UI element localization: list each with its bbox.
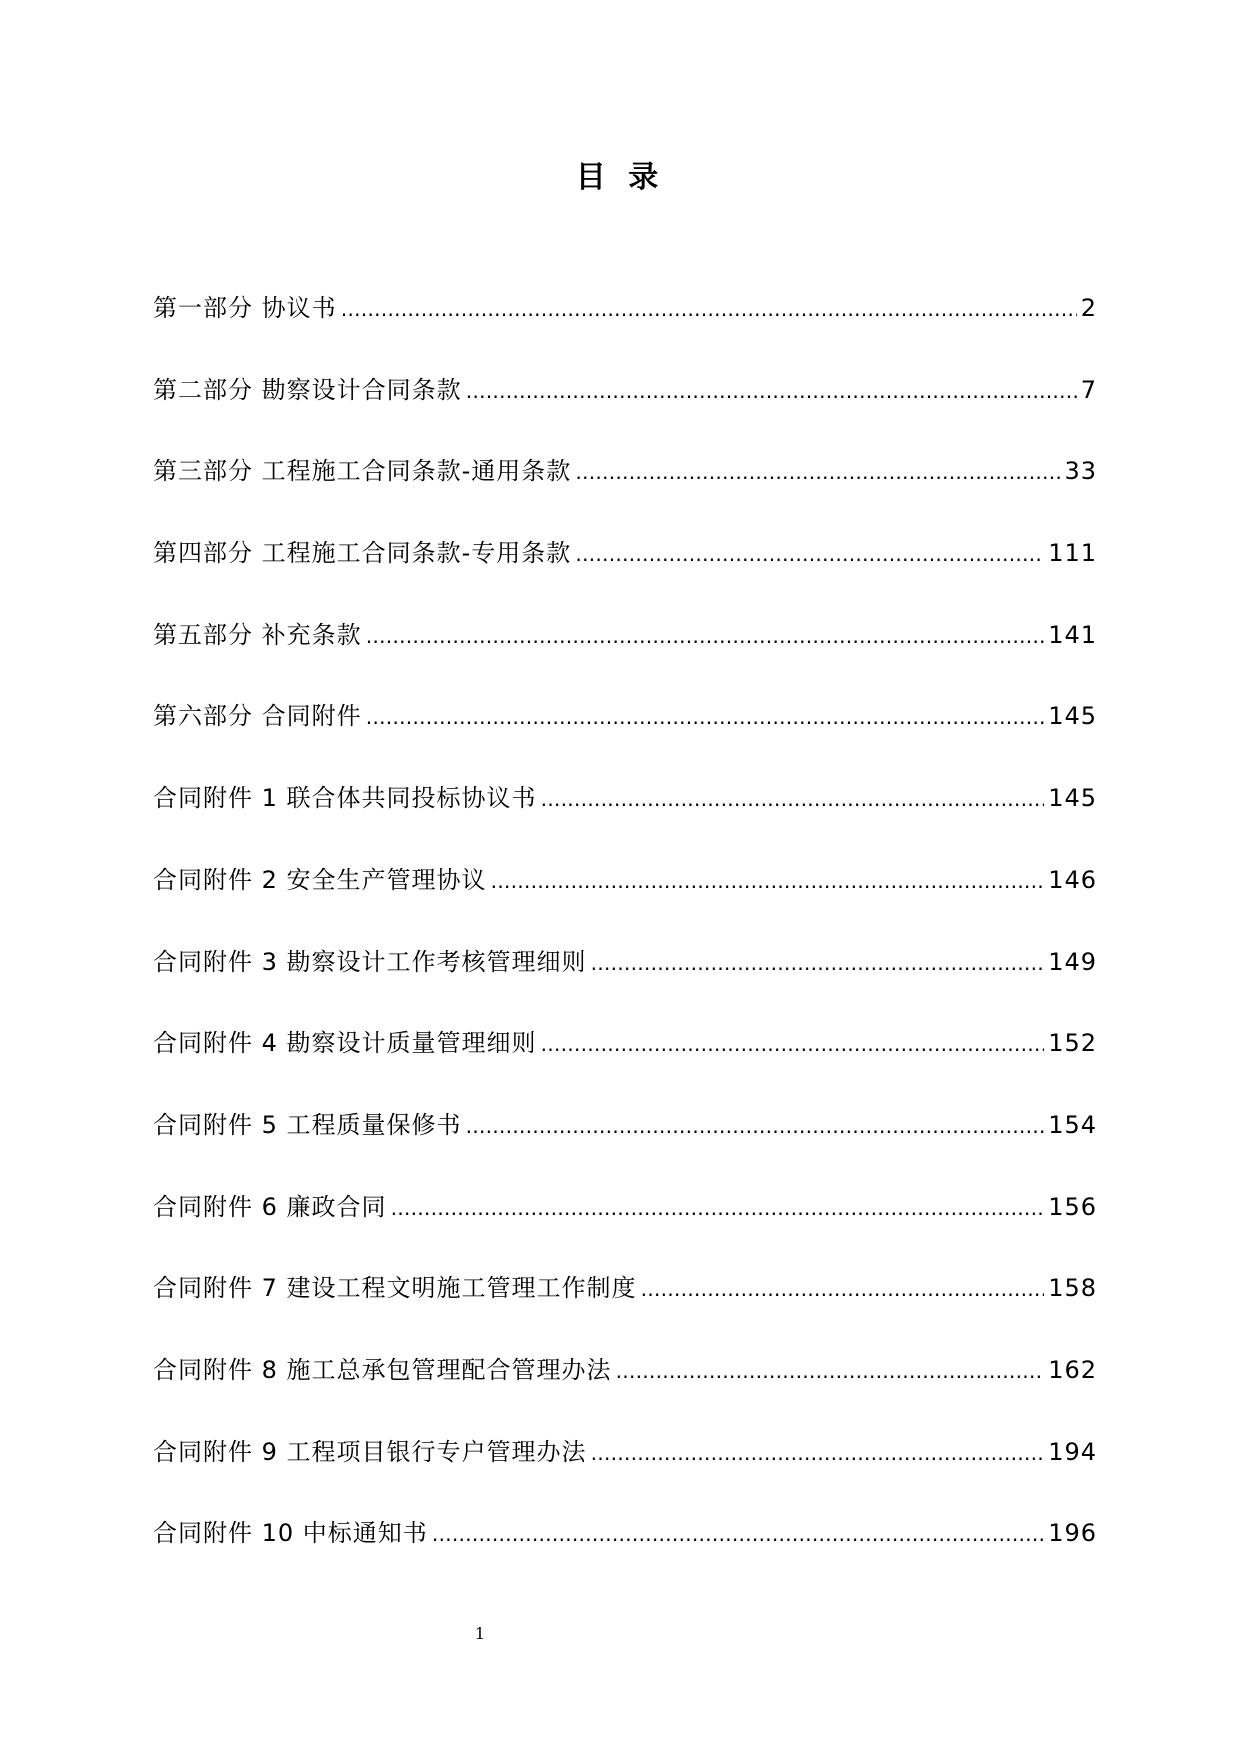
toc-entry-title: 第五部分 补充条款 <box>153 620 362 649</box>
toc-dot-leader <box>641 1269 1045 1309</box>
toc-entry[interactable] <box>153 615 1097 697</box>
toc-entry-page: 162 <box>1048 1355 1097 1384</box>
toc-entry-page: 156 <box>1048 1192 1097 1221</box>
toc-dot-leader <box>341 289 1077 329</box>
toc-entry-page: 158 <box>1048 1274 1097 1303</box>
toc-entry[interactable] <box>153 942 1097 1024</box>
toc-dot-leader <box>591 1433 1045 1473</box>
toc-entry-title: 第一部分 协议书 <box>153 294 337 322</box>
toc-entry-title: 合同附件 10 中标通知书 <box>153 1519 428 1548</box>
toc-entry-title: 合同附件 4 勘察设计质量管理细则 <box>153 1029 537 1058</box>
toc-entry-title: 第二部分 勘察设计合同条款 <box>153 375 462 404</box>
toc-entry-page: 2 <box>1080 294 1097 322</box>
toc-dot-leader <box>541 1024 1045 1064</box>
toc-entry-title: 合同附件 3 勘察设计工作考核管理细则 <box>153 947 587 976</box>
page-number: 1 <box>474 1624 486 1643</box>
toc-entry-title: 合同附件 5 工程质量保修书 <box>153 1110 462 1139</box>
toc-entry-page: 146 <box>1048 865 1097 894</box>
toc-entry-page: 145 <box>1048 784 1097 813</box>
toc-entry-page: 196 <box>1048 1519 1097 1548</box>
toc-dot-leader <box>466 1106 1045 1146</box>
toc-entry-page: 194 <box>1048 1437 1097 1466</box>
toc-entry[interactable] <box>153 533 1097 615</box>
toc-entry[interactable] <box>153 860 1097 942</box>
toc-entry[interactable] <box>153 370 1097 452</box>
toc-entry-title: 合同附件 6 廉政合同 <box>153 1192 387 1221</box>
toc-entry-title: 合同附件 7 建设工程文明施工管理工作制度 <box>153 1274 637 1303</box>
toc-dot-leader <box>391 1188 1045 1228</box>
toc-entry[interactable] <box>153 451 1097 533</box>
toc-entry-page: 145 <box>1048 702 1097 731</box>
toc-dot-leader <box>366 616 1045 656</box>
toc-entry-page: 111 <box>1048 539 1097 568</box>
page-title: 目 录 <box>575 160 665 195</box>
toc-entry-title: 第六部分 合同附件 <box>153 702 362 731</box>
toc-entry-title: 合同附件 2 安全生产管理协议 <box>153 865 487 894</box>
toc-dot-leader <box>466 371 1077 411</box>
toc-entry[interactable] <box>153 1268 1097 1350</box>
toc-entry[interactable] <box>153 1513 1097 1595</box>
toc-entry[interactable] <box>153 778 1097 860</box>
toc-entry-page: 141 <box>1048 620 1097 649</box>
toc-dot-leader <box>366 697 1045 737</box>
toc-entry-page: 154 <box>1048 1110 1097 1139</box>
toc-entry[interactable] <box>153 288 1097 370</box>
toc-entry-page: 33 <box>1064 457 1097 486</box>
toc-dot-leader <box>575 452 1060 492</box>
toc-entry-title: 合同附件 1 联合体共同投标协议书 <box>153 784 537 813</box>
toc-dot-leader <box>491 861 1045 901</box>
toc-entry-page: 152 <box>1048 1029 1097 1058</box>
toc-dot-leader <box>616 1351 1045 1391</box>
toc-entry-page: 7 <box>1080 375 1097 404</box>
toc-entry-page: 149 <box>1048 947 1097 976</box>
toc-entry[interactable] <box>153 1105 1097 1187</box>
toc-dot-leader <box>591 943 1045 983</box>
toc-dot-leader <box>575 534 1044 574</box>
toc-entry[interactable] <box>153 1187 1097 1269</box>
toc-entry-title: 合同附件 9 工程项目银行专户管理办法 <box>153 1437 587 1466</box>
toc-entry[interactable] <box>153 1432 1097 1514</box>
toc-entry-title: 第三部分 工程施工合同条款-通用条款 <box>153 457 572 486</box>
toc-entry-title: 第四部分 工程施工合同条款-专用条款 <box>153 539 572 568</box>
toc-entry[interactable] <box>153 1023 1097 1105</box>
toc-dot-leader <box>432 1514 1044 1554</box>
toc-entry-title: 合同附件 8 施工总承包管理配合管理办法 <box>153 1355 612 1384</box>
table-of-contents <box>153 288 1097 1595</box>
toc-entry[interactable] <box>153 696 1097 778</box>
toc-entry[interactable] <box>153 1350 1097 1432</box>
toc-dot-leader <box>541 779 1045 819</box>
